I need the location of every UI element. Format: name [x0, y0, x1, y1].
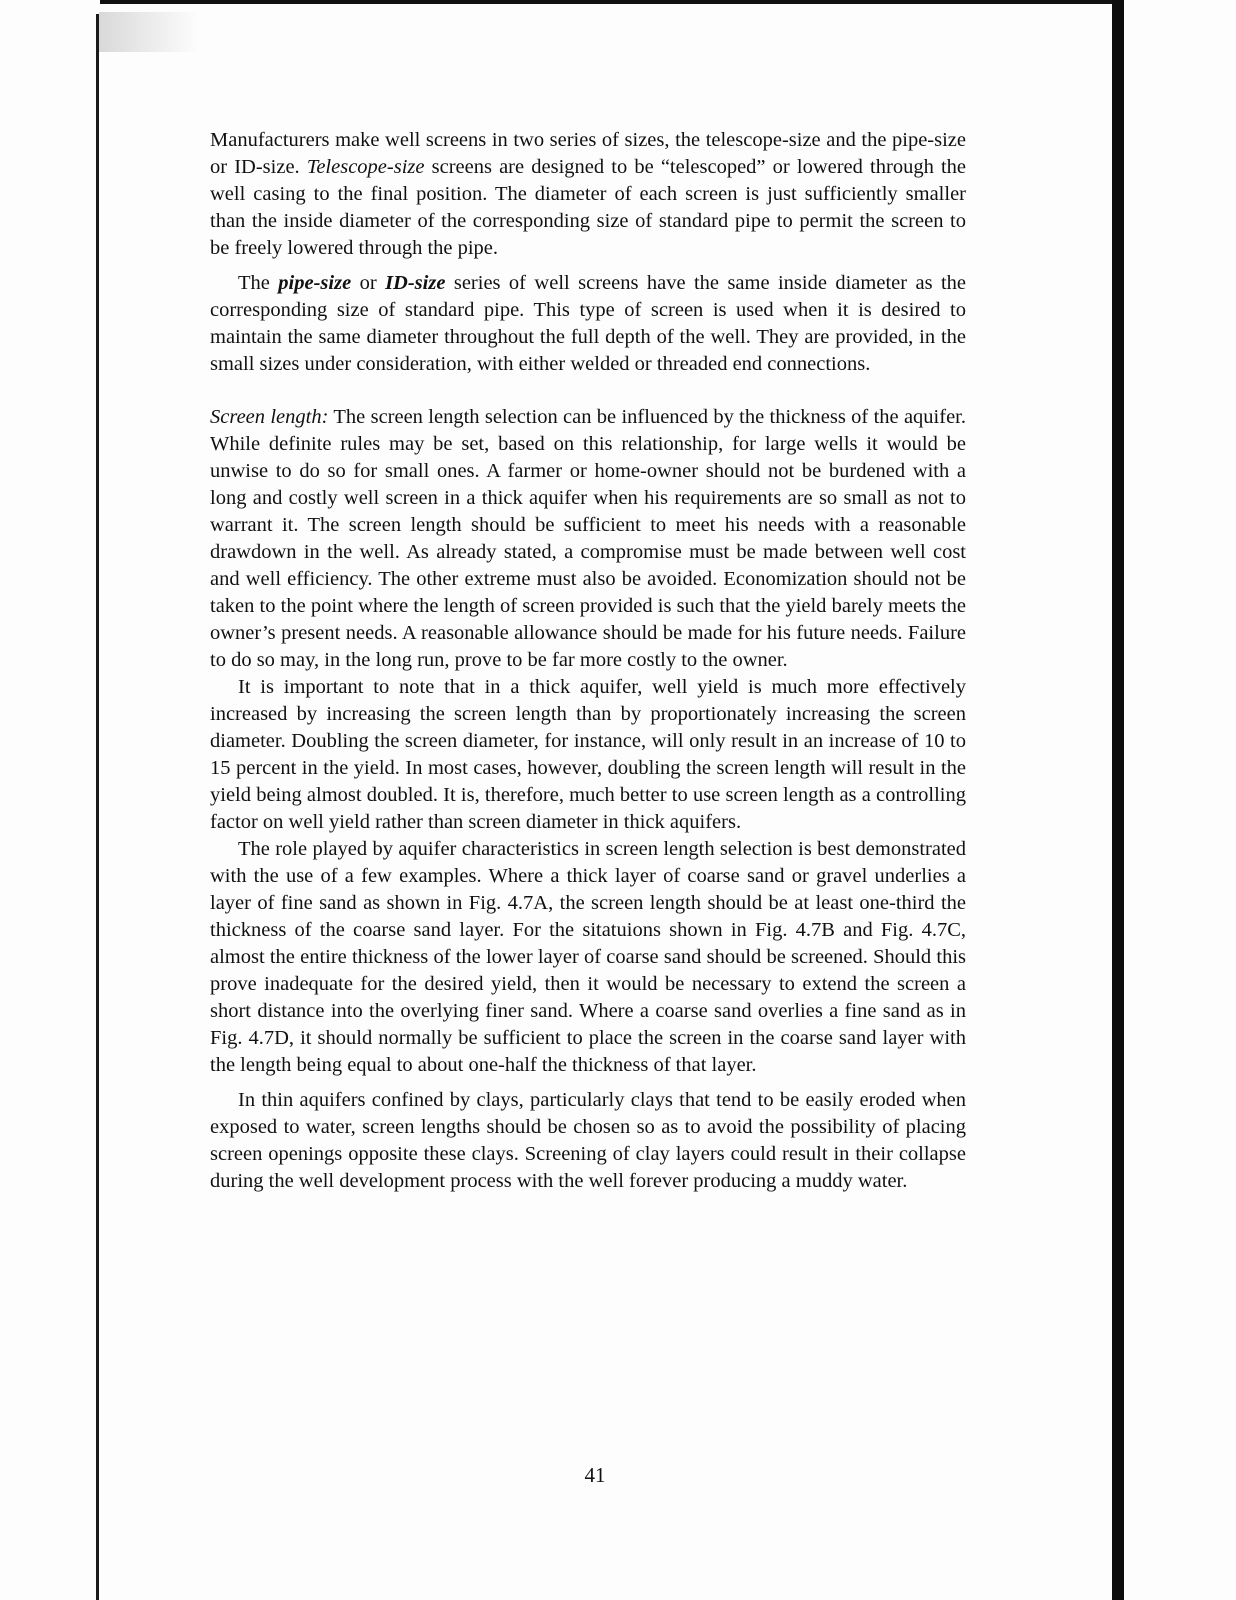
text-segment-italic: Telescope-size [306, 156, 425, 178]
scan-edge-left [96, 14, 99, 1600]
text-segment: The screen length selection can be influenced by the thickness of the aquifer. While definite rules may be set, based on this relationship, for large wells it would be unwise to do so for small ones. A farmer or home-owner should not be burdened with a long and costly well screen in a thick aquifer when his requirements are so small as not to warrant it. The screen length should be sufficient to meet his needs with a reasonable drawdown in the well. As already stated, a compromise must be made between well cost and well efficiency. The other extreme must also be avoided. Economization should not be taken to the point where the length of screen provided is such that the yield barely meets the owner’s present needs. A reasonable allowance should be made for his future needs. Failure to do so may, in the long run, prove to be far more costly to the owner. [210, 406, 966, 671]
paragraph-screen-length [210, 404, 966, 674]
text-segment: The role played by aquifer characteristics in screen length selection is best demonstrated with the use of a few examples. Where a thick layer of coarse sand or gravel underlies a layer of fine sand as shown in Fig. 4.7A, the screen length should be at least one-third the thickness of the coarse sand layer. For the sitatuions shown in Fig. 4.7B and Fig. 4.7C, almost the entire thickness of the lower layer of coarse sand should be screened. Should this prove inadequate for the desired yield, then it would be necessary to extend the screen a short distance into the overlying finer sand. Where a coarse sand overlies a fine sand as in Fig. 4.7D, it should normally be sufficient to place the screen in the coarse sand layer with the length being equal to about one-half the thickness of that layer. [210, 838, 966, 1076]
text-segment: screens are designed to be “telescoped” or lowered through the well casing to the final position. The diameter of each screen is just sufficiently smaller than the inside diameter of the corresponding size of standard pipe to permit the screen to be freely lowered through the pipe. [210, 156, 967, 259]
text-segment: series of well screens have the same inside diameter as the corresponding size of standard pipe. This type of screen is used when it is desired to maintain the same diameter throughout the full depth of the well. They are provided, in the small sizes under consideration, with either welded or threaded end connections. [210, 272, 967, 375]
paragraph-thick-aquifer [210, 674, 966, 836]
scan-edge-top [100, 0, 1112, 4]
text-segment-bold-italic: pipe-size [278, 272, 352, 294]
scan-edge-right [1112, 0, 1124, 1600]
body-text [210, 127, 966, 1195]
section-run-in-heading: Screen length: [210, 406, 329, 428]
paragraph-aquifer-examples [210, 836, 966, 1079]
paragraph-pipe-size [210, 270, 966, 378]
page-number: 41 [584, 1463, 606, 1487]
text-segment: The [238, 272, 279, 294]
text-segment-bold-italic: ID-size [385, 272, 446, 294]
text-segment: It is important to note that in a thick aquifer, well yield is much more effectively increased by increasing the screen length than by proportionately increasing the screen diameter. Doubling the screen diameter, for instance, will only result in an increase of 10 to 15 percent in the yield. In most cases, however, doubling the screen length will result in the yield being almost doubled. It is, therefore, much better to use screen length as a controlling factor on well yield rather than screen diameter in thick aquifers. [210, 676, 966, 833]
scan-smudge [99, 12, 199, 52]
paragraph-thin-aquifers [210, 1087, 966, 1195]
text-segment: or [351, 272, 386, 294]
text-segment: In thin aquifers confined by clays, particularly clays that tend to be easily eroded when exposed to water, screen lengths should be chosen so as to avoid the possibility of placing screen openings opposite these clays. Screening of clay layers could result in their collapse during the well development process with the well forever producing a muddy water. [210, 1089, 966, 1192]
paragraph-screen-series [210, 127, 966, 262]
text-segment: Manufacturers make well screens in two series of sizes, the telescope-size and the pipe-size or ID-size. [210, 129, 966, 178]
